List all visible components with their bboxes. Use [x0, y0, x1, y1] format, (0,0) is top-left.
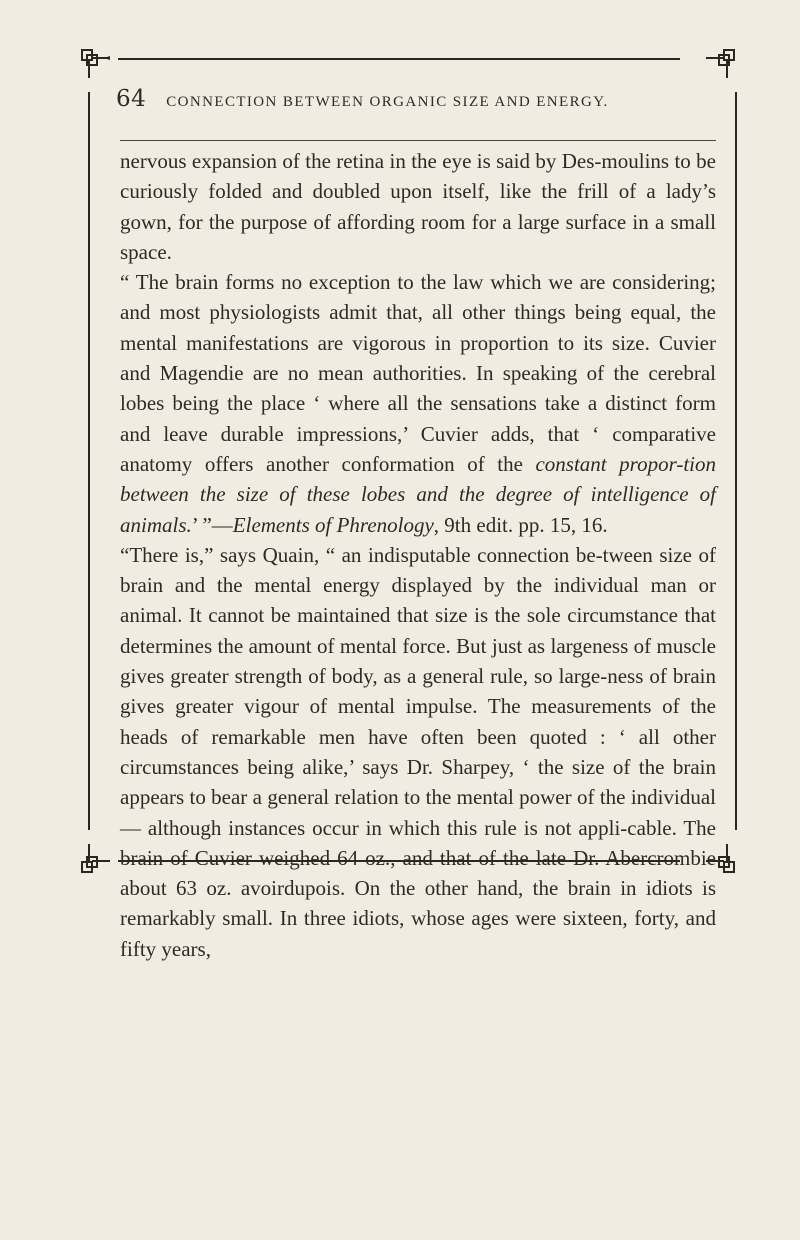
paragraph: nervous expansion of the retina in the eye is said by Des-moulins to be curiously folded and doubled upon itself, like the frill of a lady’s gown, for the purpose of affording room for a large surface in a small space.: [120, 149, 716, 264]
corner-ornament-icon: [76, 844, 110, 878]
border-top-rule: [118, 58, 680, 60]
paragraph-text: “ The brain forms no exception to the law which we are considering; and most physiologists admit that, all other things being equal, the mental manifestations are vigorous in proportion to its size. Cuvier and Magendie are no mean authorities. In speaking of the cerebral lobes being the place ‘ where all the sensations take a distinct form and leave durable impressions,’ Cuvier adds, that ‘ comparative anatomy offers another conformation of the: [120, 270, 716, 476]
header-rule: [120, 140, 716, 141]
running-head: CONNECTION BETWEEN ORGANIC SIZE AND ENERGY.: [166, 94, 609, 110]
border-right-rule: [735, 92, 737, 830]
body-text: [120, 146, 716, 964]
italic-quote: constant propor-tion between the size of these lobes and the degree of intelligence of animals.: [120, 451, 716, 537]
page-number: 64: [116, 86, 147, 112]
paragraph: “There is,” says Quain, “ an indisputable connection be-tween size of brain and the mental energy displayed by the individual man or animal. It cannot be maintained that size is the sole circumstance that determines the amount of mental force. But just as largeness of muscle gives greater strength of body, as a general rule, so large-ness of brain gives greater vigour of mental impulse. The measurements of the heads of remarkable men have often been quoted : ‘ all other circumstances being alike,’ says Dr. Sharpey, ‘ the size of the brain appears to bear a general relation to the mental power of the individual— although instances occur in which this rule is not appli-cable. The brain of Cuvier weighed 64 oz., and that of the late Dr. Abercrombie about 63 oz. avoirdupois. On the other hand, the brain in idiots is remarkably small. In three idiots, whose ages were sixteen, forty, and fifty years,: [120, 542, 716, 961]
paragraph-text: ’ ”—: [191, 512, 233, 537]
paragraph: [120, 267, 716, 540]
corner-ornament-icon: [76, 44, 110, 78]
source-title: Elements of Phrenology: [232, 512, 434, 537]
border-left-rule: [88, 92, 90, 830]
paragraph-text: , 9th edit. pp. 15, 16.: [433, 512, 608, 537]
corner-ornament-icon: [706, 44, 740, 78]
page-header: [116, 86, 716, 122]
